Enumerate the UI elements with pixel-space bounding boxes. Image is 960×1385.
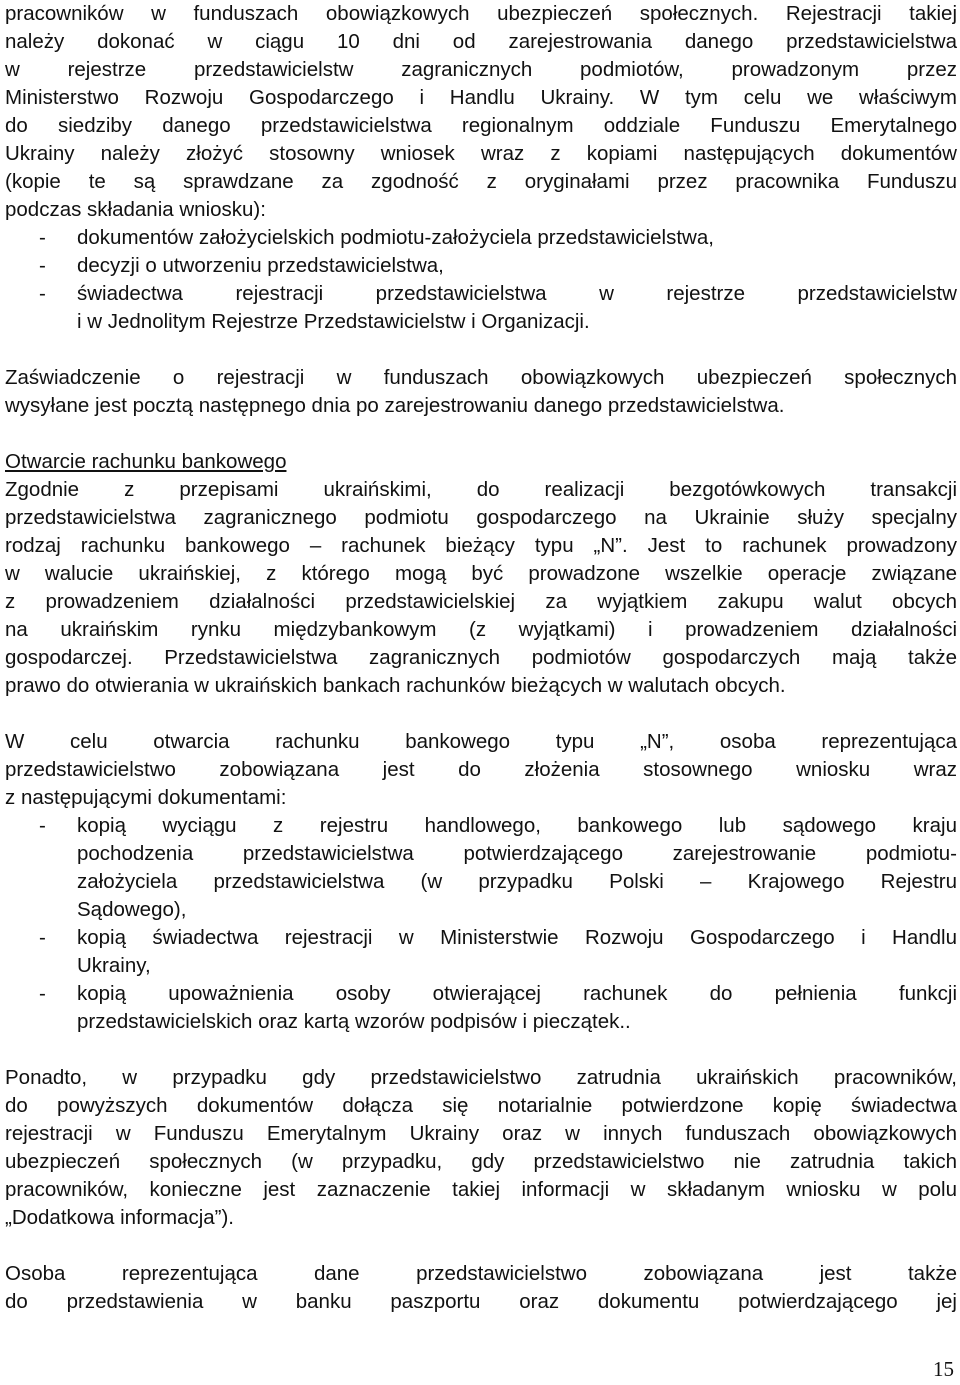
text-line: Osoba reprezentująca dane przedstawicielstwo zobowiązana jest także xyxy=(5,1262,957,1285)
text-line: w walucie ukraińskiej, z którego mogą być prowadzone wszelkie operacje związane xyxy=(5,562,957,585)
list-item-text: założyciela przedstawicielstwa (w przypadku Polski – Krajowego Rejestru xyxy=(77,870,957,893)
paragraph-certificate xyxy=(5,364,957,420)
text-line: na ukraińskim rynku międzybankowym (z wyjątkami) i prowadzeniem działalności xyxy=(5,618,957,641)
list-item xyxy=(5,252,957,280)
list-item xyxy=(5,980,957,1036)
text-line: rodzaj rachunku bankowego – rachunek bieżący typu „N”. Jest to rachunek prowadzony xyxy=(5,534,957,557)
text-line: Zgodnie z przepisami ukraińskimi, do realizacji bezgotówkowych transakcji xyxy=(5,478,957,501)
list-item-text: pochodzenia przedstawicielstwa potwierdzającego zarejestrowanie podmiotu- xyxy=(77,842,957,865)
list-item-text: kopią wyciągu z rejestru handlowego, bankowego lub sądowego kraju xyxy=(77,814,957,837)
text-line: w rejestrze przedstawicielstw zagranicznych podmiotów, prowadzonym przez xyxy=(5,58,957,81)
bullet-dash: - xyxy=(39,282,46,305)
spacer xyxy=(5,420,957,448)
list-item-text: dokumentów założycielskich podmiotu-założyciela przedstawicielstwa, xyxy=(77,226,714,249)
bullet-dash: - xyxy=(39,814,46,837)
spacer xyxy=(5,700,957,728)
paragraph-employees xyxy=(5,1064,957,1232)
text-line: wysyłane jest pocztą następnego dnia po zarejestrowaniu danego przedstawicielstwa. xyxy=(5,394,785,417)
bullet-dash: - xyxy=(39,926,46,949)
bullet-dash: - xyxy=(39,226,46,249)
text-line: ubezpieczeń społecznych (w przypadku, gdy przedstawicielstwo nie zatrudnia takich xyxy=(5,1150,957,1173)
text-line: gospodarczej. Przedstawicielstwa zagranicznych podmiotów gospodarczych mają także xyxy=(5,646,957,669)
list-item xyxy=(5,812,957,924)
list-item xyxy=(5,224,957,252)
spacer xyxy=(5,336,957,364)
text-line: do przedstawienia w banku paszportu oraz dokumentu potwierdzającego jej xyxy=(5,1290,957,1313)
text-line: z prowadzeniem działalności przedstawicielskiej za wyjątkiem zakupu walut obcych xyxy=(5,590,957,613)
list-item xyxy=(5,924,957,980)
text-line: do powyższych dokumentów dołącza się notarialnie potwierdzone kopię świadectwa xyxy=(5,1094,957,1117)
paragraph-representative xyxy=(5,1260,957,1316)
text-line: podczas składania wniosku): xyxy=(5,198,266,221)
text-line: W celu otwarcia rachunku bankowego typu „N”, osoba reprezentująca xyxy=(5,730,957,753)
text-line: (kopie te są sprawdzane za zgodność z oryginałami przez pracownika Funduszu xyxy=(5,170,957,193)
text-line: z następującymi dokumentami: xyxy=(5,786,287,809)
text-line: pracowników w funduszach obowiązkowych ubezpieczeń społecznych. Rejestracji takiej xyxy=(5,2,957,25)
text-line: pracowników, konieczne jest zaznaczenie takiej informacji w składanym wniosku w polu xyxy=(5,1178,957,1201)
text-line: Ponadto, w przypadku gdy przedstawicielstwo zatrudnia ukraińskich pracowników, xyxy=(5,1066,957,1089)
spacer xyxy=(5,1036,957,1064)
text-line: przedstawicielstwo zobowiązana jest do złożenia stosownego wniosku wraz xyxy=(5,758,957,781)
list-item-text: kopią świadectwa rejestracji w Ministerstwie Rozwoju Gospodarczego i Handlu xyxy=(77,926,957,949)
text-line: rejestracji w Funduszu Emerytalnym Ukrainy oraz w innych funduszach obowiązkowych xyxy=(5,1122,957,1145)
text-line: prawo do otwierania w ukraińskich bankach rachunków bieżących w walutach obcych. xyxy=(5,674,786,697)
section-bank-account xyxy=(5,448,957,700)
page-number: 15 xyxy=(933,1357,954,1381)
text-line: Ukrainy należy złożyć stosowny wniosek wraz z kopiami następujących dokumentów xyxy=(5,142,957,165)
list-item-text: kopią upoważnienia osoby otwierającej rachunek do pełnienia funkcji xyxy=(77,982,957,1005)
list-item-text: świadectwa rejestracji przedstawicielstwa w rejestrze przedstawicielstw xyxy=(77,282,957,305)
list-item-text: decyzji o utworzeniu przedstawicielstwa, xyxy=(77,254,444,277)
list-item-text: Ukrainy, xyxy=(77,954,151,977)
text-line: do siedziby danego przedstawicielstwa regionalnym oddziale Funduszu Emerytalnego xyxy=(5,114,957,137)
text-line: „Dodatkowa informacja”). xyxy=(5,1206,234,1229)
text-line: Ministerstwo Rozwoju Gospodarczego i Handlu Ukrainy. W tym celu we właściwym xyxy=(5,86,957,109)
bullet-dash: - xyxy=(39,254,46,277)
text-line: należy dokonać w ciągu 10 dni od zarejestrowania danego przedstawicielstwa xyxy=(5,30,957,53)
section-heading: Otwarcie rachunku bankowego xyxy=(5,450,287,473)
spacer xyxy=(5,1232,957,1260)
list-item-text: przedstawicielskich oraz kartą wzorów podpisów i pieczątek.. xyxy=(77,1010,631,1033)
list-item-text: i w Jednolitym Rejestrze Przedstawicielstw i Organizacji. xyxy=(77,310,590,333)
paragraph-registration xyxy=(5,0,957,336)
text-line: Zaświadczenie o rejestracji w funduszach obowiązkowych ubezpieczeń społecznych xyxy=(5,366,957,389)
list-item-text: Sądowego), xyxy=(77,898,187,921)
text-line: przedstawicielstwa zagranicznego podmiotu gospodarczego na Ukrainie służy specjalny xyxy=(5,506,957,529)
paragraph-account-opening xyxy=(5,728,957,1036)
bullet-dash: - xyxy=(39,982,46,1005)
document-page xyxy=(5,0,957,1316)
list-item xyxy=(5,280,957,336)
